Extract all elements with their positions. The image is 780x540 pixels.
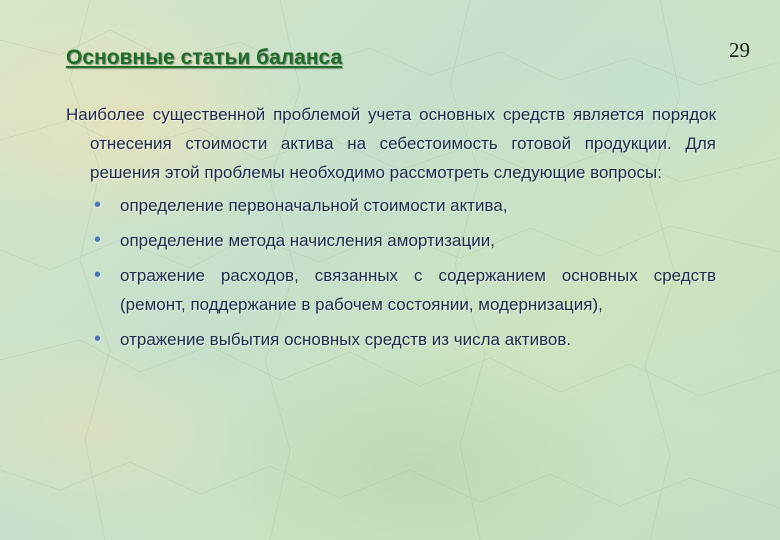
bullet-dot-icon: • (94, 328, 102, 350)
slide-body (66, 100, 716, 360)
list-item (94, 325, 716, 354)
bullet-dot-icon: • (94, 229, 102, 251)
bullet-text: отражение выбытия основных средств из числа активов. (120, 330, 572, 349)
list-item (94, 226, 716, 255)
list-item (94, 191, 716, 220)
page-number: 29 (729, 38, 750, 62)
bullet-text: определение метода начисления амортизации, (120, 231, 495, 250)
list-item (94, 261, 716, 319)
bullet-dot-icon: • (94, 194, 102, 216)
bullet-dot-icon: • (94, 264, 102, 286)
bullet-text: определение первоначальной стоимости актива, (120, 196, 508, 215)
bullet-list (66, 191, 716, 354)
intro-paragraph: Наиболее существенной проблемой учета основных средств является порядок отнесения стоимости актива на себестоимость готовой продукции. Для решения этой проблемы необходимо рассмотреть следующие вопросы: (66, 105, 716, 182)
slide-title: Основные статьи баланса (66, 46, 343, 69)
bullet-text: отражение расходов, связанных с содержанием основных средств (ремонт, поддержание в рабочем состоянии, модернизация), (120, 266, 716, 314)
